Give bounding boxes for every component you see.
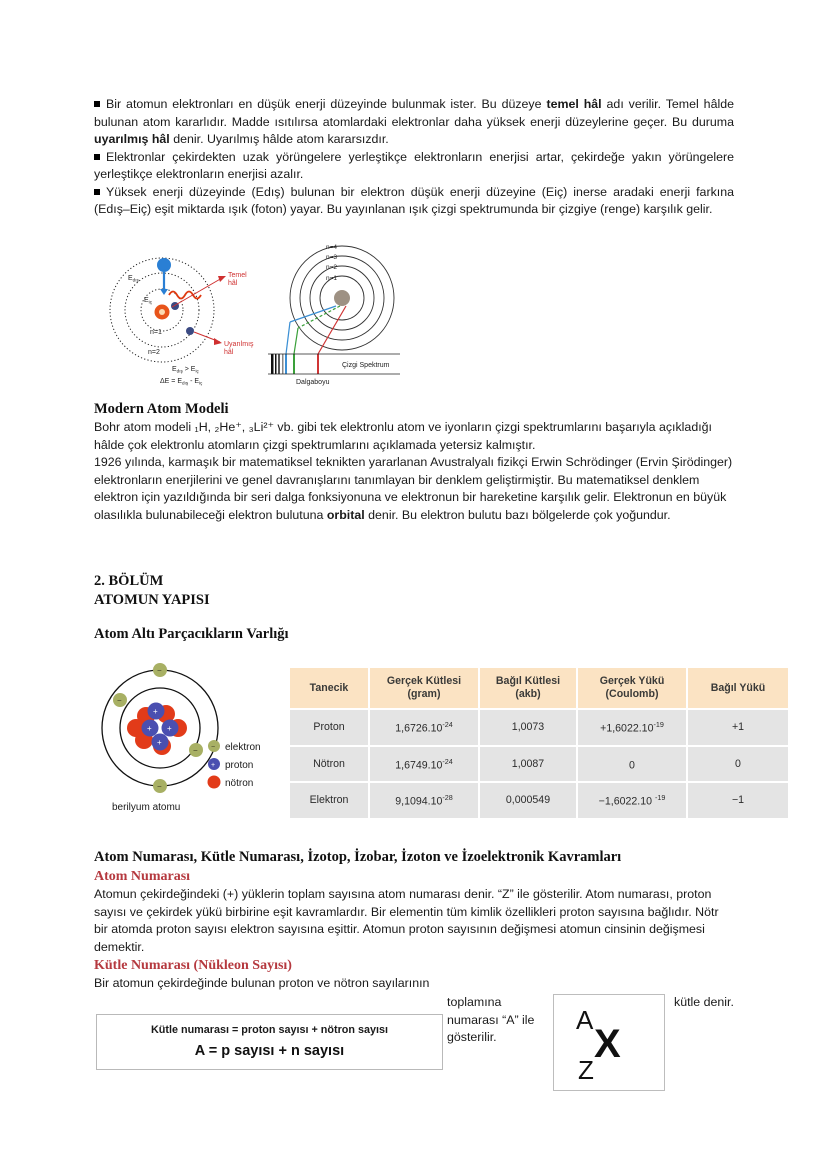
particles-table bbox=[288, 666, 790, 820]
spectrum-bar-red bbox=[317, 354, 319, 374]
spectrum-nucleus bbox=[334, 290, 350, 306]
modern-atom-heading: Modern Atom Modeli bbox=[94, 401, 229, 417]
modern-atom-paragraph-1 bbox=[94, 419, 734, 454]
bullet-temel-hal-seg4: denir. Uyarılmış hâlde atom kararsızdır. bbox=[169, 132, 389, 146]
bullet-temel-hal-seg2: adı verilir. Temel hâlde bulunan atom kararlıdır. Madde ısıtılırsa atomlardaki elektronlar daha yüksek enerji düzeylerine geçer. Bu duruma bbox=[94, 97, 734, 129]
ray-green bbox=[294, 328, 298, 354]
cell-gercek-kutlesi-exp: -24 bbox=[442, 756, 453, 766]
col-header-bagil-kutlesi bbox=[480, 668, 576, 708]
spectrum-bar-1 bbox=[271, 354, 274, 374]
label-uyarilmis-hal-line1: Uyarılmış bbox=[224, 341, 254, 348]
atomic-number-label: Z bbox=[578, 1055, 594, 1085]
modern-atom-section bbox=[94, 400, 734, 524]
cell-gercek-yuku-mantissa: +1,6022.10 bbox=[600, 722, 654, 735]
col-header-gercek-kutlesi bbox=[370, 668, 478, 708]
cell-bagil-kutlesi: 0,000549 bbox=[480, 783, 576, 818]
proton-plus-icon: + bbox=[167, 724, 172, 733]
bullet-foton-text: Yüksek enerji düzeyinde (Edış) bulunan bir elektron düşük enerji düzeyine (Eiç) inerse aradaki enerji farkına (Edış–Eiç) eşit miktarda ışık (foton) yayar. Bu yayınlanan ışık çizgi spektrumunda bir çizgiye (renge) karşılık gelir. bbox=[94, 184, 734, 216]
be-nucleus-cluster bbox=[127, 703, 187, 756]
cell-gercek-yuku-exp: -19 bbox=[654, 793, 666, 803]
cell-bagil-kutlesi: 1,0073 bbox=[480, 710, 576, 745]
cell-bagil-kutlesi: 1,0087 bbox=[480, 747, 576, 782]
modern-atom-paragraph-2 bbox=[94, 454, 734, 524]
cell-gercek-yuku bbox=[578, 783, 686, 818]
cell-gercek-yuku-exp: -19 bbox=[653, 720, 664, 729]
concepts-section bbox=[94, 848, 734, 993]
legend-neutron-swatch bbox=[208, 776, 221, 789]
element-symbol-label: X bbox=[594, 1022, 621, 1066]
table-row bbox=[290, 710, 788, 745]
col-header-gercek-yuku bbox=[578, 668, 686, 708]
spectrum-bar-2 bbox=[275, 354, 277, 374]
modern-atom-p1-text: Bohr atom modeli ₁H, ₂He⁺, ₃Li²⁺ vb. gibi tek elektronlu atom ve iyonların çizgi spektrumlarını başarıyla açıkladığı hâlde çok elektronlu atomların çizgi spektrumlarını açıklamada yetersiz kalmıştır. bbox=[94, 420, 712, 452]
cell-gercek-kutlesi bbox=[370, 710, 478, 745]
spectrum-bar-3 bbox=[278, 354, 280, 374]
formula-text-line2: A = p sayısı + n sayısı bbox=[194, 1043, 345, 1059]
cell-tanecik: Proton bbox=[290, 710, 368, 745]
spectrum-bar-4 bbox=[282, 354, 284, 374]
temel-hal-arrow-head bbox=[218, 276, 226, 282]
right-column-text: kütle denir. bbox=[674, 995, 734, 1009]
label-n1: n=1 bbox=[150, 329, 162, 336]
proton-plus-icon: + bbox=[153, 707, 158, 716]
electron-minus-icon: − bbox=[157, 666, 162, 675]
isotope-notation-svg bbox=[554, 995, 664, 1090]
ray-blue bbox=[286, 322, 290, 354]
cell-gercek-yuku bbox=[578, 747, 686, 782]
uyarilmis-hal-arrow-head bbox=[214, 338, 222, 345]
chapter-title: ATOMUN YAPISI bbox=[94, 592, 210, 608]
cell-tanecik: Elektron bbox=[290, 783, 368, 818]
legend-proton-label: proton bbox=[225, 760, 254, 771]
spectrum-bar-green bbox=[293, 354, 295, 374]
spectrum-label-n1: n=1 bbox=[326, 275, 338, 282]
spectrum-caption: Çizgi Spektrum bbox=[342, 362, 390, 369]
electron-minus-icon: − bbox=[117, 696, 122, 705]
mass-number-formula-box bbox=[96, 1014, 443, 1070]
kutle-numarasi-body: Bir atomun çekirdeğinde bulunan proton ve nötron sayılarının bbox=[94, 976, 430, 990]
label-n2: n=2 bbox=[148, 349, 160, 356]
col-header-tanecik-l1: Tanecik bbox=[309, 681, 349, 694]
cell-bagil-yuku: −1 bbox=[688, 783, 788, 818]
kutle-numarasi-heading: Kütle Numarası (Nükleon Sayısı) bbox=[94, 958, 292, 973]
col-header-bagil-kutlesi-l2: (akb) bbox=[515, 688, 541, 700]
table-row bbox=[290, 783, 788, 818]
bullet-temel-hal bbox=[94, 96, 734, 149]
col-header-gercek-yuku-l1: Gerçek Yükü bbox=[599, 675, 665, 687]
electron-minus-icon: − bbox=[157, 782, 162, 791]
figure-row-bohr-spectrum bbox=[100, 244, 410, 390]
spectrum-label-n3: n=3 bbox=[326, 254, 338, 261]
legend-electron-label: elektron bbox=[225, 742, 261, 753]
label-e-dis: $E_{dış}$ bbox=[128, 275, 139, 283]
bullet-enerji-yorunge-text: Elektronlar çekirdekten uzak yörüngelere yerleştikçe elektronların enerjisi artar, çekirdeğe yakın yörüngelere yerleştikçe elektronların enerjisi azalır. bbox=[94, 149, 734, 181]
concepts-heading: Atom Numarası, Kütle Numarası, İzotop, İzobar, İzoton ve İzoelektronik Kavramları bbox=[94, 849, 622, 865]
square-bullet-icon bbox=[94, 101, 100, 107]
legend-neutron-label: nötron bbox=[225, 778, 254, 789]
cell-gercek-kutlesi-mantissa: 1,6749.10 bbox=[395, 759, 443, 772]
cell-gercek-kutlesi-mantissa: 1,6726.10 bbox=[395, 722, 443, 735]
atom-numarasi-heading: Atom Numarası bbox=[94, 869, 191, 884]
temel-hal-leader bbox=[172, 278, 222, 307]
cell-bagil-yuku: +1 bbox=[688, 710, 788, 745]
beryllium-caption: berilyum atomu bbox=[112, 802, 181, 813]
proton-plus-icon: + bbox=[147, 724, 152, 733]
col-header-gercek-kutlesi-l1: Gerçek Kütlesi bbox=[386, 675, 462, 687]
equation-energy-compare: $E_{dış} > E_{iç}$ bbox=[172, 366, 199, 374]
label-uyarilmis-hal-line2: hâl bbox=[224, 349, 234, 356]
table-header-row bbox=[290, 668, 788, 708]
nucleus-core bbox=[159, 309, 165, 315]
label-temel-hal-line1: Temel bbox=[228, 272, 247, 279]
col-header-tanecik bbox=[290, 668, 368, 708]
isotope-notation-box bbox=[553, 994, 665, 1091]
bullet-temel-hal-seg0: Bir atomun elektronları en düşük enerji düzeyinde bulunmak ister. Bu düzeye bbox=[106, 97, 547, 111]
col-header-gercek-kutlesi-l2: (gram) bbox=[407, 688, 441, 700]
spectrum-bar-blue bbox=[285, 354, 287, 374]
cell-gercek-kutlesi-mantissa: 9,1094.10 bbox=[395, 795, 443, 808]
arrow-head-down bbox=[160, 289, 168, 295]
cell-gercek-kutlesi-exp: -24 bbox=[442, 720, 453, 729]
electron-outer bbox=[186, 327, 194, 335]
cell-gercek-kutlesi-exp: -28 bbox=[442, 793, 453, 803]
col-header-bagil-yuku-l1: Bağıl Yükü bbox=[710, 681, 766, 694]
table-row bbox=[290, 747, 788, 782]
col-header-gercek-yuku-l2: (Coulomb) bbox=[605, 688, 659, 700]
square-bullet-icon bbox=[94, 189, 100, 195]
intro-section bbox=[94, 96, 734, 219]
legend-electron-minus-icon: − bbox=[211, 744, 216, 751]
wavelength-caption: Dalgaboyu bbox=[296, 379, 330, 386]
mass-number-label: A bbox=[576, 1005, 594, 1035]
col-header-bagil-kutlesi-l1: Bağıl Kütlesi bbox=[495, 675, 561, 687]
chapter-number: 2. BÖLÜM bbox=[94, 573, 164, 589]
bullet-temel-hal-bold-temel: temel hâl bbox=[546, 97, 602, 111]
spectrum-label-n4: n=4 bbox=[326, 244, 338, 251]
cell-gercek-yuku bbox=[578, 710, 686, 745]
cell-gercek-yuku-mantissa: −1,6022.10 bbox=[598, 795, 655, 808]
bullet-enerji-yorunge bbox=[94, 149, 734, 184]
beryllium-atom-diagram bbox=[92, 666, 292, 821]
bullet-foton bbox=[94, 184, 734, 219]
legend-proton-plus-icon: + bbox=[211, 762, 216, 769]
cell-gercek-kutlesi bbox=[370, 783, 478, 818]
orbital-bold-word: orbital bbox=[326, 507, 365, 522]
label-e-ic: $E_{iç}$ bbox=[144, 297, 152, 305]
subsection-title: Atom Altı Parçacıkların Varlığı bbox=[94, 626, 289, 642]
square-bullet-icon bbox=[94, 154, 100, 160]
modern-atom-p2-text: 1926 yılında, karmaşık bir matematiksel teknikten yararlanan Avustralyalı fizikçi Erwin Schrödinger (Ervin Şirödinger) elektronların enerjilerini ve genel davranışlarını tanımlayan bir denklem geliştirmiştir. Bu matematiksel denklem elektron için yazıldığında bir seri dalga fonksiyonuna ve elektronun bir hareketine karşılık gelir. Elektronun en büyük olasılıkla bulunabileceği elektron bulutuna orbital denir. Bu elektron bulutu bazı bölgelerde çok yoğundur. bbox=[94, 455, 733, 522]
spectrum-label-n2: n=2 bbox=[326, 264, 338, 271]
equation-delta-e: $\Delta E = E_{dış} - E_{iç}$ bbox=[160, 378, 203, 386]
bohr-atom-diagram bbox=[100, 250, 265, 390]
proton-plus-icon: + bbox=[157, 738, 162, 747]
line-spectrum-diagram bbox=[260, 244, 410, 390]
cell-tanecik: Nötron bbox=[290, 747, 368, 782]
cell-gercek-yuku-mantissa: 0 bbox=[629, 759, 635, 772]
chapter-heading-block bbox=[94, 572, 210, 610]
label-temel-hal-line2: hâl bbox=[228, 280, 238, 287]
cell-bagil-yuku: 0 bbox=[688, 747, 788, 782]
electron-excited bbox=[157, 258, 171, 272]
electron-minus-icon: − bbox=[193, 746, 198, 755]
formula-text-line1: Kütle numarası = proton sayısı + nötron sayısı bbox=[151, 1024, 388, 1036]
cell-gercek-kutlesi bbox=[370, 747, 478, 782]
bullet-temel-hal-bold-uyarilmis: uyarılmış hâl bbox=[94, 132, 170, 146]
atom-numarasi-body: Atomun çekirdeğindeki (+) yüklerin toplam sayısına atom numarası denir. “Z” ile gösterilir. Atom numarası, proton sayısı ve çekirdek yükü birbirine eşit kavramlardır. Bir elementin tüm kimlik özellikleri proton sayısına bağlıdır. Nötr bir atomda proton sayısı elektron sayısına eşittir. Atomun proton sayısının değişmesi atomun cinsinin değişmesi demektir. bbox=[94, 887, 719, 954]
middle-column-text: toplamına numarası “A” ile gösterilir. bbox=[447, 995, 535, 1044]
subsection-heading bbox=[94, 625, 289, 644]
col-header-bagil-yuku bbox=[688, 668, 788, 708]
